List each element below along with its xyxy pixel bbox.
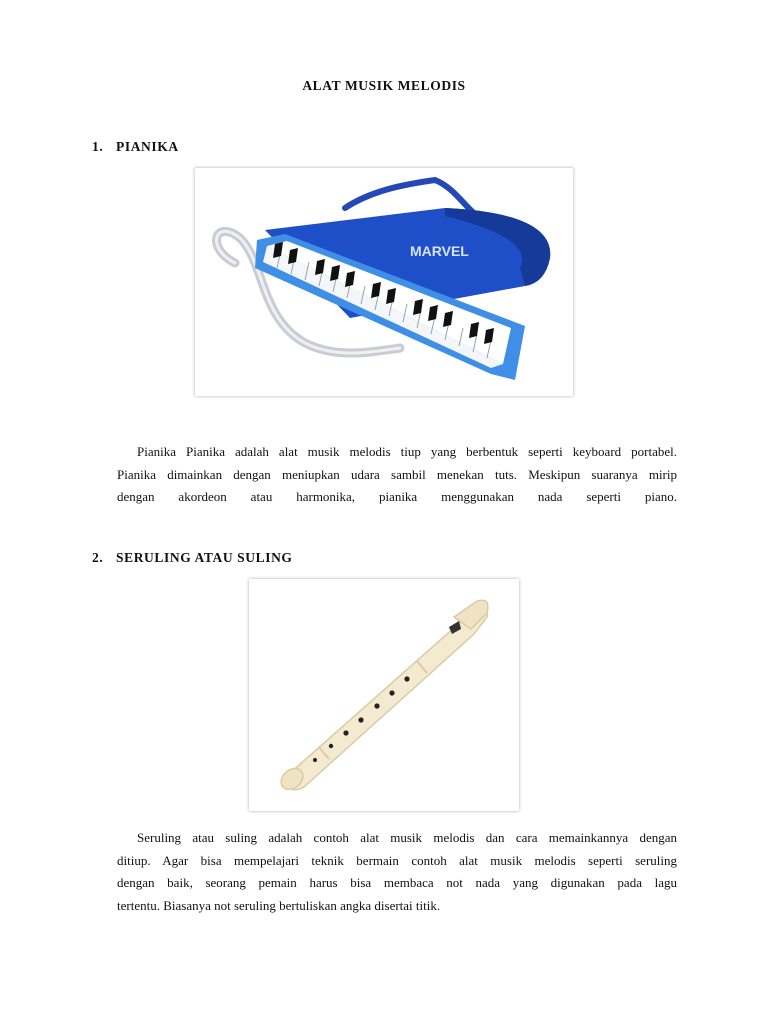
paragraph-line: Seruling atau suling adalah contoh alat musik melodis dan cara memainkannya dengan: [137, 830, 677, 845]
section-heading-seruling: [92, 550, 293, 566]
melodica-illustration-icon: [195, 168, 573, 396]
melodica-image: [195, 168, 573, 396]
recorder-image: [249, 579, 519, 811]
paragraph-line: Pianika Pianika adalah alat musik melodis tiup yang berbentuk seperti keyboard portabel.: [137, 444, 677, 459]
section-title: PIANIKA: [116, 139, 179, 154]
recorder-body-shape: [287, 608, 487, 790]
page-title: ALAT MUSIK MELODIS: [302, 78, 466, 93]
paragraph-line: dengan akordeon atau harmonika, pianika menggunakan nada seperti piano.: [117, 489, 677, 504]
recorder-flute-illustration-icon: [249, 579, 519, 811]
paragraph-line: Pianika dimainkan dengan meniupkan udara sambil menekan tuts. Meskipun suaranya mirip: [117, 466, 677, 482]
paragraph-line: ditiup. Agar bisa mempelajari teknik bermain contoh alat musik melodis seperti seruling: [117, 852, 677, 868]
section-number: 2.: [92, 550, 104, 565]
section-title: SERULING ATAU SULING: [116, 550, 293, 565]
paragraph-pianika: [117, 441, 677, 509]
paragraph-seruling: [117, 827, 677, 917]
section-heading-pianika: [92, 139, 179, 155]
brand-label: MARVEL: [410, 243, 469, 259]
paragraph-line: tertentu. Biasanya not seruling bertuliskan angka disertai titik.: [117, 897, 441, 913]
paragraph-line: dengan baik, seorang pemain harus bisa membaca not nada yang digunakan pada lagu: [117, 875, 677, 890]
section-number: 1.: [92, 139, 104, 154]
